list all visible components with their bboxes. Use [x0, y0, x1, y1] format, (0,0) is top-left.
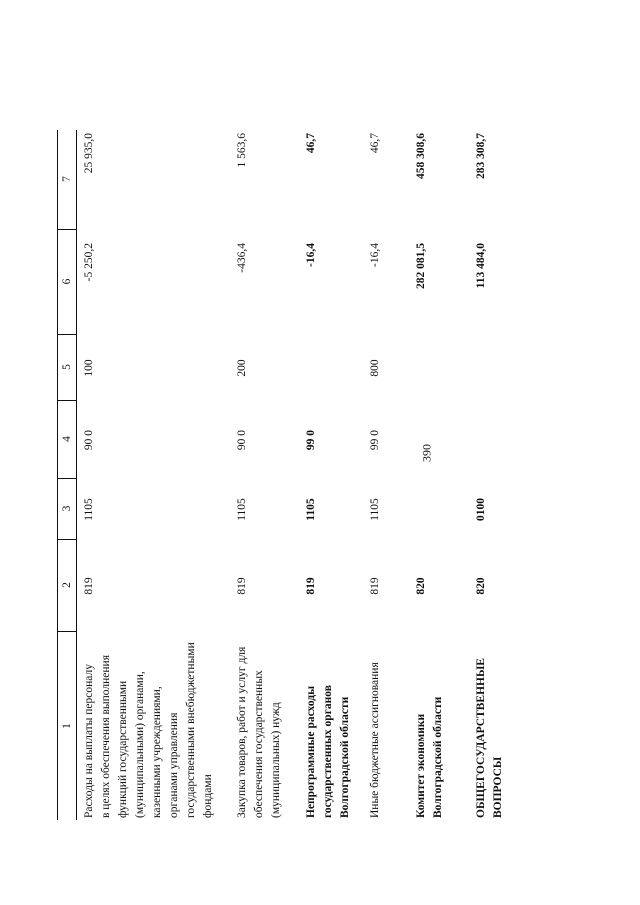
row-name-line: Закупка товаров, работ и услуг для — [236, 646, 248, 818]
page-number: 390 — [419, 444, 434, 462]
row-cell-c7: 46,7 — [369, 133, 381, 154]
row-name — [473, 632, 507, 818]
row-name — [367, 632, 384, 818]
row-name-line: Волгоградской области — [339, 696, 351, 818]
row-name-line: ВОПРОСЫ — [492, 756, 504, 818]
row-name-line: функций государственными — [117, 680, 129, 818]
row-cell-c3: 1105 — [305, 498, 317, 521]
row-cell-c5: 100 — [83, 359, 95, 377]
row-cell-c4: 99 0 — [305, 429, 317, 451]
row-cell-c7: 1 563,6 — [236, 133, 248, 168]
row-cell-c4: 99 0 — [369, 429, 381, 451]
header-col-1: 1 — [61, 723, 73, 729]
row-cell-c6: 282 081,5 — [415, 243, 427, 289]
row-cell-c2: 819 — [369, 577, 381, 595]
header-col-5: 5 — [58, 334, 76, 401]
row-cell-c4: 90 0 — [83, 429, 95, 451]
row-name-line: Комитет экономики — [415, 713, 427, 818]
row-cell-c2: 820 — [475, 577, 487, 595]
row-cell-c3: 1105 — [83, 498, 95, 521]
row-cell-c6: 113 484,0 — [475, 243, 487, 289]
budget-table — [57, 130, 504, 820]
row-name-line: Волгоградской области — [432, 696, 444, 818]
header-col-6: 6 — [58, 229, 76, 335]
row-name — [81, 632, 217, 818]
row-cell-c6: -5 250,2 — [83, 243, 95, 282]
row-cell-c6: -16,4 — [305, 243, 317, 267]
row-name-line: в целях обеспечения выполнения — [100, 655, 112, 818]
row-cell-c5: 200 — [236, 359, 248, 377]
row-cell-c2: 819 — [83, 577, 95, 595]
row-cell-c3: 1105 — [369, 498, 381, 521]
row-name-line: Непрограммные расходы — [305, 685, 317, 818]
row-cell-c5: 800 — [369, 359, 381, 377]
row-name-line: фондами — [202, 774, 214, 818]
row-cell-c4: 90 0 — [236, 429, 248, 451]
row-name-line: государственными внебюджетными — [185, 642, 197, 818]
row-name-line: (муниципальными) органами, — [134, 671, 146, 818]
row-name-line: казенными учреждениями, — [151, 686, 163, 818]
row-cell-c2: 819 — [305, 577, 317, 595]
row-name-line: (муниципальных) нужд — [270, 702, 282, 818]
row-cell-c3: 1105 — [236, 498, 248, 521]
header-col-7: 7 — [58, 129, 76, 230]
row-name-line: обеспечения государственных — [253, 670, 265, 818]
row-name-line: органами управления — [168, 712, 180, 818]
row-name — [413, 632, 447, 818]
header-col-2: 2 — [58, 539, 76, 632]
row-cell-c2: 819 — [236, 577, 248, 595]
table-header — [57, 130, 77, 820]
row-cell-c2: 820 — [415, 577, 427, 595]
header-col-3: 3 — [58, 478, 76, 540]
row-cell-c6: -436,4 — [236, 243, 248, 273]
row-cell-c3: 0100 — [475, 498, 487, 521]
row-cell-c7: 25 935,0 — [83, 133, 95, 174]
row-name-line: Расходы на выплаты персоналу — [83, 664, 95, 818]
row-name-line: Иные бюджетные ассигнования — [369, 662, 381, 818]
row-cell-c7: 283 308,7 — [475, 133, 487, 179]
header-col-4: 4 — [58, 400, 76, 479]
row-name-line: государственных органов — [322, 685, 334, 818]
row-cell-c7: 458 308,6 — [415, 133, 427, 179]
row-name — [303, 632, 354, 818]
row-name-line: ОБЩЕГОСУДАРСТВЕННЫЕ — [475, 658, 487, 818]
row-name — [234, 632, 285, 818]
row-cell-c7: 46,7 — [305, 133, 317, 154]
row-cell-c6: -16,4 — [369, 243, 381, 267]
